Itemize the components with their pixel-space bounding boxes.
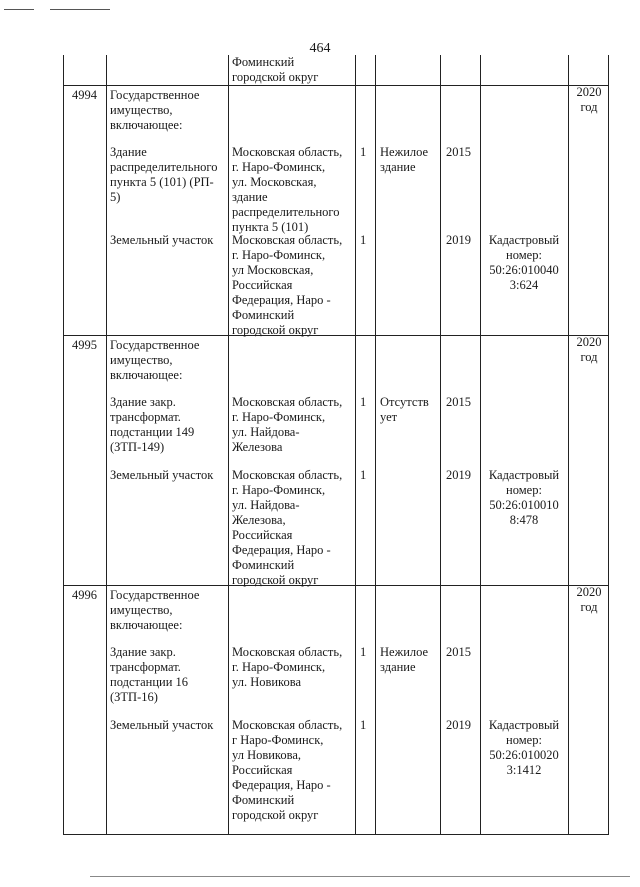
item-cadastral: Кадастровый номер: 50:26:010040 3:624 [488, 233, 560, 292]
col-divider [480, 55, 481, 835]
item-qty: 1 [360, 145, 367, 159]
item-qty: 1 [360, 395, 367, 409]
table-border-right [608, 55, 609, 835]
item-address: Московская область, г. Наро-Фоминск, ул. Найдова- Железова, Российская Федерация, Наро - Фоминский городской округ [232, 468, 343, 587]
item-qty: 1 [360, 645, 367, 659]
item-cadastral: Кадастровый номер: 50:26:010020 3:1412 [488, 718, 560, 777]
record-number: 4994 [72, 88, 97, 102]
record-number: 4995 [72, 338, 97, 352]
item-name: Здание закр. трансформат. подстанции 16 (ЗТП-16) [110, 645, 189, 704]
record-number: 4996 [72, 588, 97, 602]
table-border-left [63, 85, 64, 835]
col-divider [375, 55, 376, 835]
record-year: 2020 год [576, 335, 602, 364]
item-address: Московская область, г. Наро-Фоминск, ул. Московская, здание распределительного пункта 5 (101) [232, 145, 343, 234]
col-divider [106, 55, 107, 835]
item-purpose: Нежилое здание [380, 645, 429, 674]
record-header: Государственное имущество, включающее: [110, 588, 200, 632]
item-address: Московская область, г Наро-Фоминск, ул Новикова, Российская Федерация, Наро - Фоминский городской округ [232, 718, 343, 822]
table-border-bottom [63, 834, 609, 835]
col-divider [440, 55, 441, 835]
row-divider [63, 85, 609, 86]
table-border-left [63, 55, 64, 85]
item-qty: 1 [360, 468, 367, 482]
item-purpose: Нежилое здание [380, 145, 429, 174]
item-year: 2019 [446, 233, 471, 247]
item-address: Московская область, г. Наро-Фоминск, ул. Новикова [232, 645, 343, 689]
item-name: Земельный участок [110, 718, 214, 732]
address-continuation: Фоминский городской округ [232, 55, 319, 84]
item-address: Московская область, г. Наро-Фоминск, ул Московская, Российская Федерация, Наро - Фоминский городской округ [232, 233, 343, 337]
item-name: Здание закр. трансформат. подстанции 149 (ЗТП-149) [110, 395, 195, 454]
record-header: Государственное имущество, включающее: [110, 88, 200, 132]
item-year: 2015 [446, 145, 471, 159]
page-number: 464 [309, 41, 331, 56]
item-name: Здание распределительного пункта 5 (101) (РП- 5) [110, 145, 218, 204]
item-year: 2019 [446, 718, 471, 732]
col-divider [568, 55, 569, 835]
item-year: 2015 [446, 645, 471, 659]
item-qty: 1 [360, 233, 367, 247]
record-year: 2020 год [576, 585, 602, 614]
col-divider [228, 55, 229, 835]
item-purpose: Отсутств ует [380, 395, 429, 424]
item-qty: 1 [360, 718, 367, 732]
record-year: 2020 год [576, 85, 602, 114]
item-name: Земельный участок [110, 468, 214, 482]
col-divider [355, 55, 356, 835]
item-name: Земельный участок [110, 233, 214, 247]
item-cadastral: Кадастровый номер: 50:26:010010 8:478 [488, 468, 560, 527]
item-year: 2015 [446, 395, 471, 409]
item-address: Московская область, г. Наро-Фоминск, ул. Найдова- Железова [232, 395, 343, 454]
record-header: Государственное имущество, включающее: [110, 338, 200, 382]
item-year: 2019 [446, 468, 471, 482]
scan-artifact-line [90, 876, 630, 877]
